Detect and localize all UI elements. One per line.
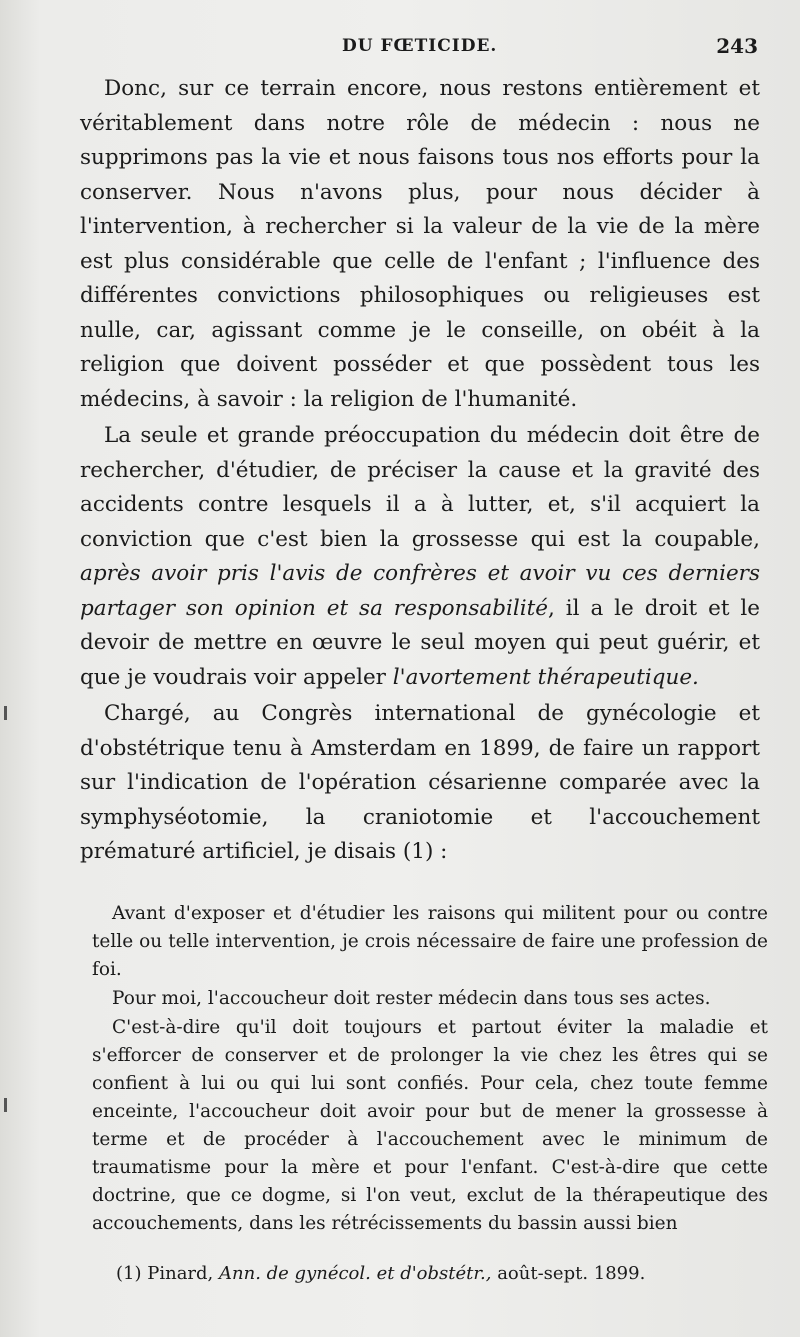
quote-paragraph: Avant d'exposer et d'étudier les raisons qui militent pour ou contre telle ou telle intervention, je crois nécessaire de faire une profession de foi. [92, 903, 768, 980]
footnote [116, 1261, 756, 1287]
footnote-date: août-sept. 1899. [497, 1263, 646, 1284]
paragraph-text: La seule et grande préoccupation du médecin doit être de rechercher, d'étudier, de préciser la cause et la gravité des accidents contre lesquels il a à lutter, et, s'il acquiert la conviction que c'est bien la grossesse qui est la coupable, [80, 423, 760, 552]
quote-paragraph: C'est-à-dire qu'il doit toujours et partout éviter la maladie et s'efforcer de conserver et de prolonger la vie chez les êtres qui se confient à lui ou qui lui sont confiés. Pour cela, chez toute femme enceinte, l'accoucheur doit avoir pour but de mener la grossesse à terme et de procéder à l'accouchement avec le minimum de traumatisme pour la mère et pour l'enfant. C'est-à-dire que cette doctrine, que ce dogme, si l'on veut, exclut de la thérapeutique des accouchements, dans les rétrécissements du bassin aussi bien [92, 1017, 768, 1234]
quote-paragraph: Pour moi, l'accoucheur doit rester médecin dans tous ses actes. [112, 988, 711, 1009]
paragraph: Chargé, au Congrès international de gynécologie et d'obstétrique tenu à Amsterdam en 1899, de faire un rapport sur l'indication de l'opération césarienne comparée avec la symphyséotomie, la craniotomie et l'accouchement prématuré artificiel, je disais (1) : [80, 701, 760, 864]
page-header [80, 30, 758, 60]
page-number: 243 [716, 34, 758, 58]
paragraph [80, 419, 760, 695]
footnote-author: Pinard, [147, 1263, 214, 1284]
page-edge-mark [4, 1098, 7, 1112]
main-text [80, 72, 760, 870]
paragraph: Donc, sur ce terrain encore, nous restons entièrement et véritablement dans notre rôle de médecin : nous ne supprimons pas la vie et nous faisons tous nos efforts pour la conserver. Nous n'avons plus, pour nous décider à l'intervention, à rechercher si la valeur de la vie de la mère est plus considérable que celle de l'enfant ; l'influence des différentes convictions philosophiques ou religieuses est nulle, car, agissant comme je le conseille, on obéit à la religion que doivent posséder et que possèdent tous les médecins, à savoir : la religion de l'humanité. [80, 76, 760, 412]
page-edge-mark [4, 706, 7, 720]
paragraph-text: , il a le droit et le devoir de mettre en œuvre le seul moyen qui peut guérir, et que je voudrais voir appeler [80, 595, 760, 690]
footnote-marker: (1) [116, 1263, 142, 1284]
paragraph-italic: après avoir pris l'avis de confrères et avoir vu ces derniers partager son opinion et sa responsabilité [80, 561, 760, 621]
paragraph-italic: l'avortement thérapeutique. [392, 664, 699, 690]
running-title: DU FŒTICIDE. [342, 36, 498, 56]
block-quote [92, 900, 768, 1238]
footnote-source: Ann. de gynécol. et d'obstétr., [219, 1263, 492, 1284]
